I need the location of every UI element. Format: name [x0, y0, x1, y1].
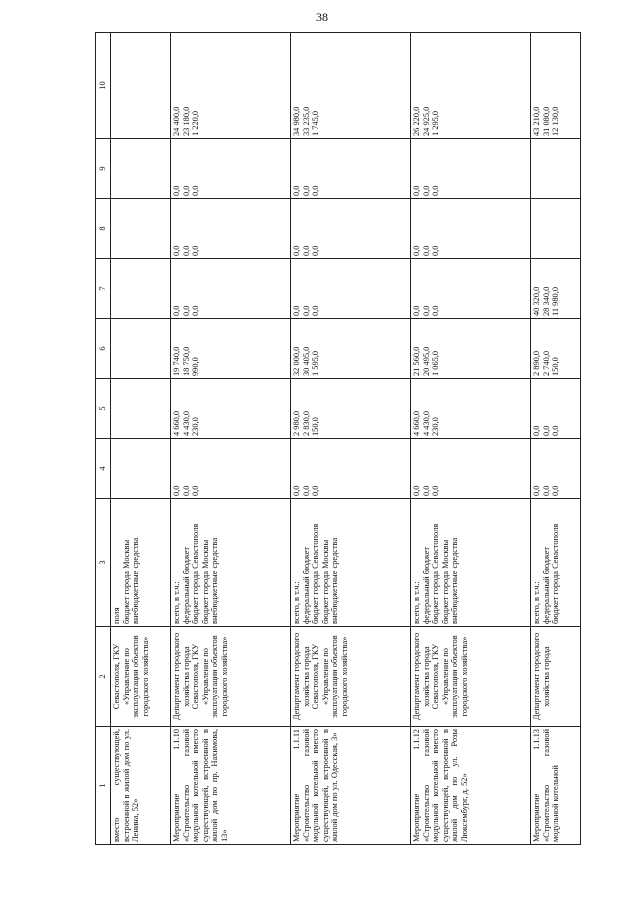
source-label: федеральный бюджет: [541, 546, 551, 624]
executor: Департамент городского хозяйства города Севастополя, ГКУ «Управление по эксплуатации объектов городского хозяйства»: [411, 627, 531, 727]
table-row: [411, 33, 531, 845]
value: 24 925,0: [421, 106, 431, 136]
executor: Севастополя, ГКУ «Управление по эксплуатации объектов городского хозяйства»: [111, 627, 171, 727]
values-col8: [531, 199, 581, 259]
col-header: 7: [96, 259, 111, 319]
value: 2 890,0: [532, 350, 541, 376]
source-label: всего, в т.ч.:: [172, 581, 181, 624]
source-label: всего, в т.ч.:: [532, 581, 541, 624]
value: 12 130,0: [551, 106, 561, 136]
value: 0,0: [532, 485, 541, 496]
value: 32 000,0: [292, 346, 301, 376]
source-label: внебюджетные средства: [450, 537, 460, 624]
value: 21 560,0: [412, 346, 421, 376]
funding-sources: [531, 499, 581, 627]
source-label: бюджет города Севастополя: [551, 523, 561, 624]
source-label: бюджет города Севастополя: [191, 523, 201, 624]
measure-name: вместо существующей, встроенной в жилой дом по ул. Ленина, 52»: [111, 727, 171, 845]
value: 0,0: [172, 485, 181, 496]
funding-sources: [171, 499, 291, 627]
col-header: 3: [96, 499, 111, 627]
col-header: 10: [96, 33, 111, 139]
value: 0,0: [191, 245, 201, 256]
value: 0,0: [431, 245, 441, 256]
value: 0,0: [421, 185, 431, 196]
value: 0,0: [301, 485, 311, 496]
measure-name: Мероприятие 1.1.12 «Строительство газовой модульной котельной вместо существующей, встроенной в жилой дом по ул. Розы Люксембург, д. 52»: [411, 727, 531, 845]
values-col4: [171, 439, 291, 499]
value: 1 295,0: [431, 110, 441, 136]
value: 230,0: [191, 417, 201, 436]
value: 0,0: [181, 245, 191, 256]
col-header: 5: [96, 379, 111, 439]
value: 34 980,0: [292, 106, 301, 136]
value: 19 740,0: [172, 346, 181, 376]
value: 0,0: [301, 185, 311, 196]
value: 1 595,0: [311, 350, 321, 376]
values-col7: [171, 259, 291, 319]
cell: [111, 319, 171, 379]
value: 1 745,0: [311, 110, 321, 136]
values-col6: [531, 319, 581, 379]
values-col5: [291, 379, 411, 439]
values-col6: [411, 319, 531, 379]
table-row: [171, 33, 291, 845]
value: 0,0: [551, 425, 561, 436]
page-number: 38: [316, 10, 328, 24]
value: 0,0: [412, 185, 421, 196]
values-col10: [531, 33, 581, 139]
table-row: [531, 33, 581, 845]
value: 11 980,0: [551, 286, 561, 316]
value: 0,0: [181, 305, 191, 316]
executor: Департамент городского хозяйства города Севастополя, ГКУ «Управление по эксплуатации объектов городского хозяйства»: [291, 627, 411, 727]
measure-name: Мероприятие 1.1.13 «Строительство газовой модульной котельной: [531, 727, 581, 845]
value: 0,0: [311, 305, 321, 316]
source-label: бюджет города Севастополя: [311, 523, 321, 624]
col-header: 1: [96, 727, 111, 845]
source-label: бюджет города Севастополя: [431, 523, 441, 624]
value: 23 180,0: [181, 106, 191, 136]
value: 0,0: [421, 245, 431, 256]
values-col7: [411, 259, 531, 319]
source-label: бюджет города Москвы: [320, 539, 330, 624]
value: 2 830,0: [301, 410, 311, 436]
value: 0,0: [172, 185, 181, 196]
value: 4 430,0: [421, 410, 431, 436]
value: 0,0: [301, 305, 311, 316]
value: 0,0: [311, 245, 321, 256]
value: 230,0: [431, 417, 441, 436]
measure-name: Мероприятие 1.1.11 «Строительство газовой модульной котельной вместо существующей, встроенной в жилой дом по ул. Одесская, 3»: [291, 727, 411, 845]
budget-table: [95, 32, 581, 845]
value: 0,0: [412, 245, 421, 256]
source-label: бюджет города Москвы: [121, 539, 131, 624]
rotated-table-wrapper: [95, 33, 561, 845]
source-label: поля: [112, 607, 121, 624]
values-col8: [291, 199, 411, 259]
value: 0,0: [172, 245, 181, 256]
values-col4: [411, 439, 531, 499]
values-col10: [171, 33, 291, 139]
col-header: 8: [96, 199, 111, 259]
funding-sources: [111, 499, 171, 627]
executor: Департамент городского хозяйства города: [531, 627, 581, 727]
value: 0,0: [292, 485, 301, 496]
source-label: бюджет города Москвы: [200, 539, 210, 624]
value: 0,0: [191, 305, 201, 316]
value: 31 080,0: [541, 106, 551, 136]
values-col8: [411, 199, 531, 259]
cell: [111, 199, 171, 259]
value: 0,0: [431, 185, 441, 196]
source-label: всего, в т.ч.:: [292, 581, 301, 624]
cell: [111, 139, 171, 199]
value: 43 210,0: [532, 106, 541, 136]
value: 4 660,0: [412, 410, 421, 436]
source-label: всего, в т.ч.:: [412, 581, 421, 624]
value: 26 220,0: [412, 106, 421, 136]
source-label: внебюджетные средства: [131, 537, 141, 624]
value: 0,0: [311, 485, 321, 496]
source-label: федеральный бюджет: [421, 546, 431, 624]
funding-sources: [291, 499, 411, 627]
value: 0,0: [412, 305, 421, 316]
value: 0,0: [541, 485, 551, 496]
cell: [111, 379, 171, 439]
value: 20 495,0: [421, 346, 431, 376]
values-col10: [411, 33, 531, 139]
cell: [111, 33, 171, 139]
value: 150,0: [311, 417, 321, 436]
value: 0,0: [541, 425, 551, 436]
source-label: внебюджетные средства: [330, 537, 340, 624]
values-col4: [291, 439, 411, 499]
measure-name: Мероприятие 1.1.10 «Строительство газовой модульной котельной вместо существующей, встроенной в жилой дом по пр. Нахимова, 13»: [171, 727, 291, 845]
source-label: федеральный бюджет: [181, 546, 191, 624]
value: 0,0: [181, 485, 191, 496]
values-col7: [531, 259, 581, 319]
values-col5: [171, 379, 291, 439]
value: 0,0: [532, 425, 541, 436]
col-header: 6: [96, 319, 111, 379]
cell: [111, 259, 171, 319]
value: 0,0: [412, 485, 421, 496]
value: 0,0: [172, 305, 181, 316]
value: 30 405,0: [301, 346, 311, 376]
header-row: [96, 33, 111, 845]
value: 0,0: [191, 485, 201, 496]
value: 0,0: [421, 485, 431, 496]
values-col6: [171, 319, 291, 379]
table-row: [111, 33, 171, 845]
values-col8: [171, 199, 291, 259]
value: 1 220,0: [191, 110, 201, 136]
value: 0,0: [292, 305, 301, 316]
values-col5: [411, 379, 531, 439]
value: 0,0: [431, 305, 441, 316]
value: 990,0: [191, 357, 201, 376]
value: 2 980,0: [292, 410, 301, 436]
value: 150,0: [551, 357, 561, 376]
value: 40 320,0: [532, 286, 541, 316]
cell: [111, 439, 171, 499]
executor: Департамент городского хозяйства города Севастополя, ГКУ «Управление по эксплуатации объектов городского хозяйства»: [171, 627, 291, 727]
values-col9: [291, 139, 411, 199]
values-col7: [291, 259, 411, 319]
values-col9: [411, 139, 531, 199]
funding-sources: [411, 499, 531, 627]
source-label: федеральный бюджет: [301, 546, 311, 624]
value: 24 400,0: [172, 106, 181, 136]
col-header: 4: [96, 439, 111, 499]
value: 0,0: [292, 185, 301, 196]
value: 4 660,0: [172, 410, 181, 436]
value: 0,0: [431, 485, 441, 496]
col-header: 2: [96, 627, 111, 727]
value: 18 750,0: [181, 346, 191, 376]
source-label: бюджет города Москвы: [440, 539, 450, 624]
values-col5: [531, 379, 581, 439]
value: 0,0: [301, 245, 311, 256]
value: 0,0: [551, 485, 561, 496]
value: 4 430,0: [181, 410, 191, 436]
value: 0,0: [311, 185, 321, 196]
value: 28 340,0: [541, 286, 551, 316]
value: 0,0: [191, 185, 201, 196]
col-header: 9: [96, 139, 111, 199]
value: 0,0: [181, 185, 191, 196]
value: 1 065,0: [431, 350, 441, 376]
values-col10: [291, 33, 411, 139]
value: 2 740,0: [541, 350, 551, 376]
table-row: [291, 33, 411, 845]
value: 33 235,0: [301, 106, 311, 136]
values-col6: [291, 319, 411, 379]
value: 0,0: [292, 245, 301, 256]
source-label: внебюджетные средства: [210, 537, 220, 624]
value: 0,0: [421, 305, 431, 316]
values-col9: [171, 139, 291, 199]
values-col9: [531, 139, 581, 199]
values-col4: [531, 439, 581, 499]
